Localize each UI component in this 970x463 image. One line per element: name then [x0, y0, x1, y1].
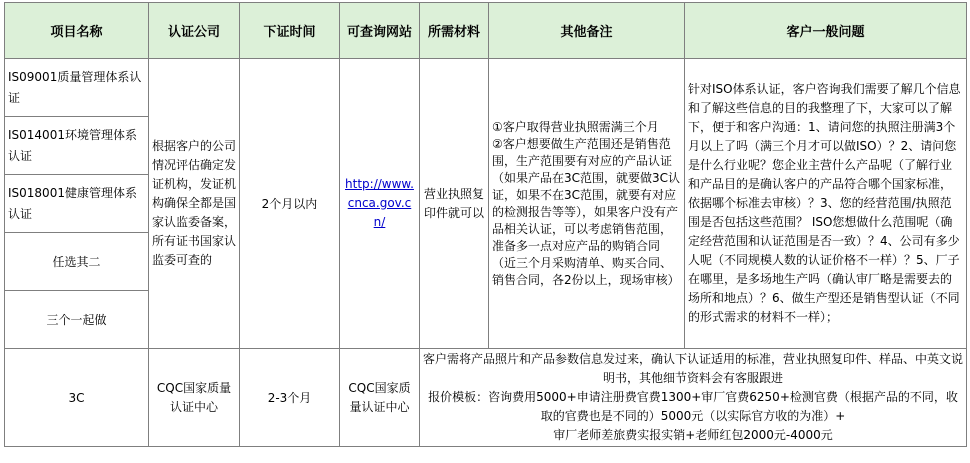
header-query-website: 可查询网站	[340, 3, 420, 59]
cert-company-iso: 根据客户的公司情况评估确定发证机构，发证机构确保全都是国家认监委备案，所有证书国家认监委可查的	[149, 59, 240, 349]
project-all-three: 三个一起做	[5, 291, 149, 349]
header-issue-time: 下证时间	[240, 3, 340, 59]
project-iso14001: IS014001环境管理体系认证	[5, 117, 149, 175]
table-row	[5, 59, 967, 117]
project-choose-two: 任选其二	[5, 233, 149, 291]
project-3c: 3C	[5, 349, 149, 447]
notes-3c-line2: 报价模板：咨询费用5000+申请注册费官费1300+审厂官费6250+检测官费（根据产品的不同，收取的官费也是不同的）5000元（以实际官方收的为准）+	[428, 390, 958, 423]
issue-time-iso: 2个月以内	[240, 59, 340, 349]
remarks-iso: ①客户取得营业执照需满三个月 ②客户想要做生产范围还是销售范围，生产范围要有对应的产品认证（如果产品在3C范围，就要做3C认证，如果不在3C范围，就要有对应的检测报告等等），如果客户没有产品相关认证，可以考虑销售范围，准备多一点对应产品的购销合同（近三个月采购清单、购买合同、销售合同，各2份以上，现场审核）	[489, 59, 685, 349]
materials-iso: 营业执照复印件就可以	[420, 59, 489, 349]
website-cell-iso	[340, 59, 420, 349]
header-cert-company: 认证公司	[149, 3, 240, 59]
table-row	[5, 349, 967, 447]
customer-questions-iso: 针对ISO体系认证，客户咨询我们需要了解几个信息和了解这些信息的目的我整理了下，大家可以了解下，便于和客户沟通：1、请问您的执照注册满3个月以上了吗（满三个月才可以做ISO）？2、请问您是什么行业呢？您企业主营什么产品呢（了解行业和产品目的是确认客户的产品符合哪个国家标准，依据哪个标准去审核）？3、您的经营范围/执照范围是否包括这些范围？ ISO您想做什么范围呢（确定经营范围和认证范围是否一致）？4、公司有多少人呢（不同规模人数的认证价格不一样）？5、厂子在哪里，是多场地生产吗（确认审厂略是需要去的场所和地点）？6、做生产型还是销售型认证（不同的形式需求的材料不一样）；	[685, 59, 967, 349]
notes-3c-line3: 审厂老师差旅费实报实销+老师红包2000元-4000元	[553, 428, 833, 442]
header-remarks: 其他备注	[489, 3, 685, 59]
cert-company-3c: CQC国家质量认证中心	[149, 349, 240, 447]
header-customer-questions: 客户一般问题	[685, 3, 967, 59]
header-project-name: 项目名称	[5, 3, 149, 59]
website-3c: CQC国家质量认证中心	[340, 349, 420, 447]
project-iso18001: IS018001健康管理体系认证	[5, 175, 149, 233]
certification-table	[4, 2, 967, 447]
issue-time-3c: 2-3个月	[240, 349, 340, 447]
notes-3c-line1: 客户需将产品照片和产品参数信息发过来，确认下认证适用的标准，营业执照复印件、样品、中英文说明书，其他细节资料会有客服跟进	[423, 352, 964, 385]
cnca-website-link[interactable]: http://www.cnca.gov.cn/	[345, 177, 414, 229]
header-row	[5, 3, 967, 59]
project-iso9001: IS09001质量管理体系认证	[5, 59, 149, 117]
header-materials: 所需材料	[420, 3, 489, 59]
notes-3c	[420, 349, 967, 447]
